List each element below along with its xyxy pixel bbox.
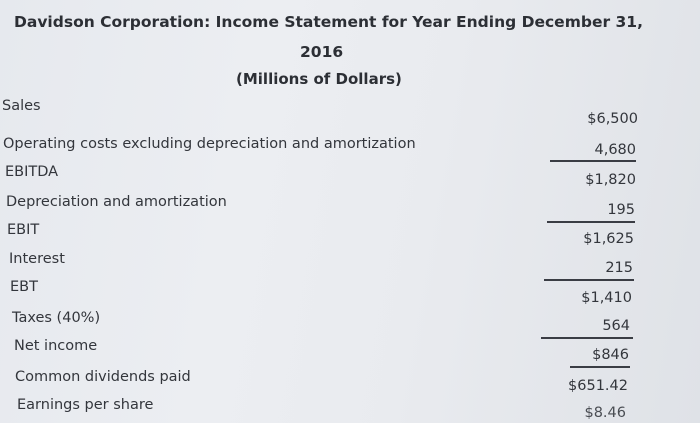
row-value-ebit: $1,625 — [583, 231, 634, 247]
row-label-sales: Sales — [2, 98, 41, 114]
row-value-eps: $8.46 — [584, 405, 626, 421]
row-value-depreciation: 195 — [607, 202, 635, 218]
row-label-depreciation: Depreciation and amortization — [6, 194, 227, 210]
row-label-interest: Interest — [9, 251, 65, 267]
row-label-dividends: Common dividends paid — [15, 369, 191, 385]
row-value-ebitda: $1,820 — [585, 172, 636, 188]
subtotal-rule — [544, 279, 634, 281]
total-rule — [570, 366, 630, 368]
row-value-net-income: $846 — [592, 347, 629, 363]
row-value-interest: 215 — [605, 260, 633, 276]
row-label-ebitda: EBITDA — [5, 164, 59, 180]
subtotal-rule — [550, 160, 636, 162]
row-value-sales: $6,500 — [587, 111, 638, 127]
row-label-eps: Earnings per share — [17, 397, 154, 413]
row-label-ebit: EBIT — [7, 222, 40, 238]
subtotal-rule — [541, 337, 633, 339]
subtotal-rule — [547, 221, 635, 223]
title-line-1: Davidson Corporation: Income Statement for Year Ending December 31, — [14, 13, 643, 31]
row-label-operating-costs: Operating costs excluding depreciation and amortization — [3, 136, 416, 152]
statement-subtitle: (Millions of Dollars) — [236, 70, 402, 88]
row-label-taxes: Taxes (40%) — [12, 310, 101, 326]
title-line-2: 2016 — [300, 43, 344, 61]
row-label-net-income: Net income — [14, 338, 98, 354]
row-value-dividends: $651.42 — [568, 378, 628, 394]
row-value-taxes: 564 — [602, 318, 630, 334]
row-label-ebt: EBT — [10, 279, 38, 295]
row-value-operating-costs: 4,680 — [594, 142, 636, 158]
row-value-ebt: $1,410 — [581, 290, 632, 306]
